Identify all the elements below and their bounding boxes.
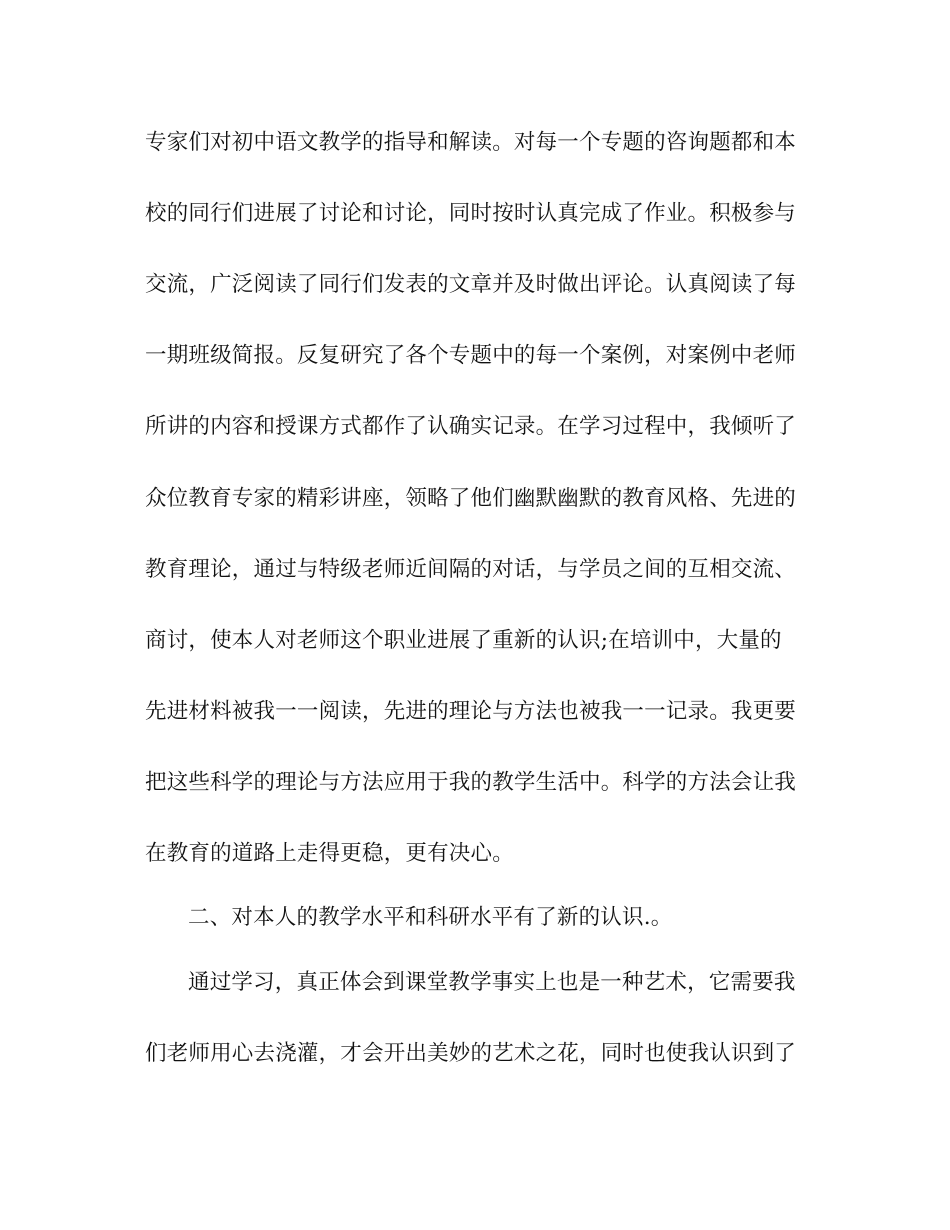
paragraph-line-2: 校的同行们进展了讨论和讨论，同时按时认真完成了作业。积极参与 bbox=[145, 201, 797, 226]
paragraph-line-10: 把这些科学的理论与方法应用于我的教学生活中。科学的方法会让我 bbox=[145, 770, 797, 795]
paragraph-line-1: 专家们对初中语文教学的指导和解读。对每一个专题的咨询题都和本 bbox=[145, 130, 797, 155]
paragraph-line-9: 先进材料被我一一阅读，先进的理论与方法也被我一一记录。我更要 bbox=[145, 699, 797, 724]
paragraph-line-6: 众位教育专家的精彩讲座，领略了他们幽默幽默的教育风格、先进的 bbox=[145, 486, 797, 511]
paragraph-line-11: 在教育的道路上走得更稳，更有决心。 bbox=[145, 841, 514, 866]
paragraph-line-14: 们老师用心去浇灌，才会开出美妙的艺术之花，同时也使我认识到了 bbox=[145, 1041, 797, 1066]
paragraph-line-8: 商讨，使本人对老师这个职业进展了重新的认识;在培训中，大量的 bbox=[145, 628, 782, 653]
section-heading: 二、对本人的教学水平和科研水平有了新的认识.。 bbox=[188, 905, 673, 930]
paragraph-line-7: 教育理论，通过与特级老师近间隔的对话，与学员之间的互相交流、 bbox=[145, 557, 797, 582]
paragraph-line-5: 所讲的内容和授课方式都作了认确实记录。在学习过程中，我倾听了 bbox=[145, 414, 797, 439]
paragraph-line-13: 通过学习，真正体会到课堂教学事实上也是一种艺术，它需要我 bbox=[188, 970, 796, 995]
paragraph-line-3: 交流，广泛阅读了同行们发表的文章并及时做出评论。认真阅读了每 bbox=[145, 272, 797, 297]
paragraph-line-4: 一期班级简报。反复研究了各个专题中的每一个案例，对案例中老师 bbox=[145, 343, 797, 368]
